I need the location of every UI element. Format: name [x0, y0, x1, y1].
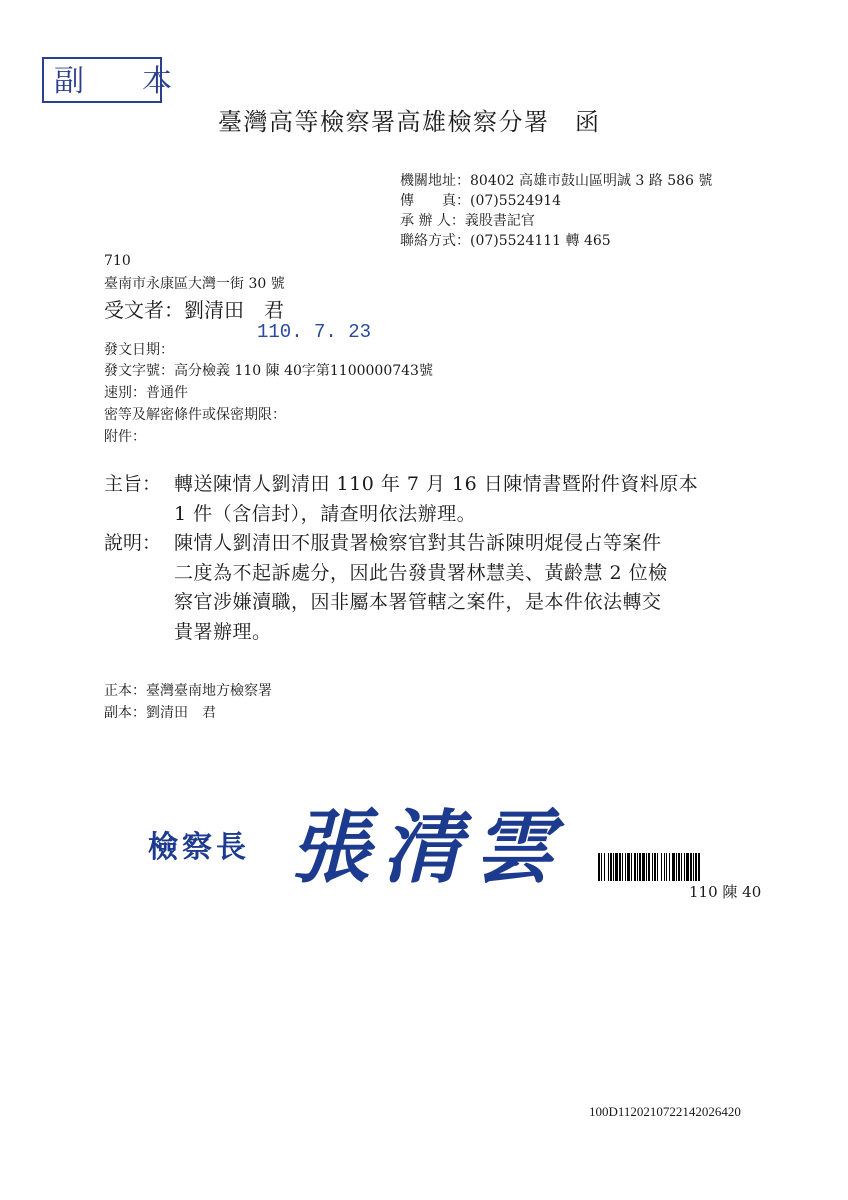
barcode — [598, 853, 768, 881]
postal-code: 710 — [104, 253, 131, 269]
explanation-row-cont — [104, 588, 698, 618]
copy-stamp: 副 本 — [42, 57, 162, 103]
document-body — [104, 470, 698, 647]
secrecy-level: 密等及解密條件或保密期限： — [104, 407, 286, 423]
attachment-label: 附件： — [104, 429, 146, 445]
explanation-text-line: 陳情人劉清田不服貴署檢察官對其告訴陳明焜侵占等案件 — [174, 532, 662, 554]
explanation-row-cont — [104, 559, 698, 589]
copy-recipient: 副本：劉清田 君 — [104, 705, 216, 721]
explanation-row — [104, 529, 698, 559]
contact-handler: 承 辦 人：義股書記官 — [400, 213, 535, 229]
subject-label: 主旨： — [104, 473, 162, 495]
explanation-text-line: 察官涉嫌瀆職，因非屬本署管轄之案件，是本件依法轉交 — [174, 591, 662, 613]
footer-document-code: 100D1120210722142026420 — [589, 1104, 741, 1119]
document-number: 發文字號：高分檢義 110 陳 40字第1100000743號 — [104, 363, 433, 379]
signature-seal: 張清雲 — [290, 800, 566, 894]
barcode-label: 110 陳 40 — [689, 883, 762, 901]
barcode-bar — [700, 853, 701, 881]
recipient-address: 臺南市永康區大灣一街 30 號 — [104, 276, 285, 292]
contact-address: 機關地址：80402 高雄市鼓山區明誠 3 路 586 號 — [400, 173, 713, 189]
contact-phone: 聯絡方式：(07)5524111 轉 465 — [400, 233, 611, 249]
original-recipient: 正本：臺灣臺南地方檢察署 — [104, 683, 272, 699]
subject-row-cont — [104, 500, 698, 530]
date-stamp: 110. 7. 23 — [257, 321, 372, 343]
speed-class: 速別：普通件 — [104, 385, 188, 401]
subject-text-line: 1 件（含信封），請查明依法辦理。 — [174, 502, 477, 525]
subject-text-line: 轉送陳情人劉清田 110 年 7 月 16 日陳情書暨附件資料原本 — [174, 473, 699, 495]
explanation-label: 說明： — [104, 532, 162, 554]
chief-prosecutor-title: 檢察長 — [148, 830, 250, 865]
explanation-text-line: 貴署辦理。 — [174, 620, 272, 643]
document-title: 臺灣高等檢察署高雄檢察分署 函 — [218, 108, 601, 136]
subject-row — [104, 470, 698, 500]
contact-fax: 傳 真：(07)5524914 — [400, 193, 562, 209]
explanation-row-cont — [104, 618, 698, 648]
issue-date-label: 發文日期： — [104, 342, 174, 358]
recipient-name: 受文者：劉清田 君 — [104, 298, 284, 322]
explanation-text-line: 二度為不起訴處分，因此告發貴署林慧美、黃齡慧 2 位檢 — [174, 561, 668, 584]
